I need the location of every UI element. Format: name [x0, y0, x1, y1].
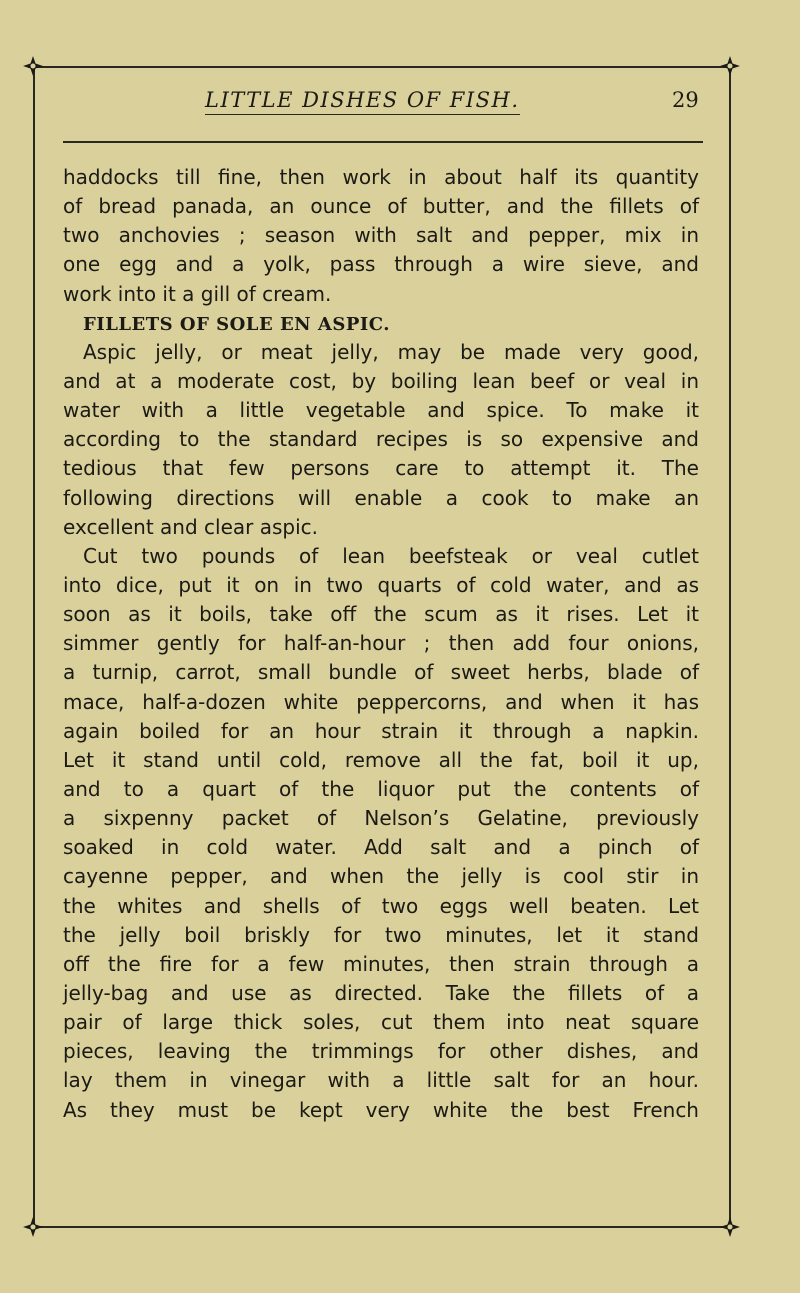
text-line: the whites and shells of two eggs well beaten. Let: [63, 893, 699, 918]
text-line: and to a quart of the liquor put the contents of: [63, 776, 699, 801]
text-line: again boiled for an hour strain it through a napkin.: [63, 718, 699, 743]
text-line: lay them in vinegar with a little salt for an hour.: [63, 1068, 699, 1093]
text-line: As they must be kept very white the best French: [63, 1097, 699, 1122]
text-line: soon as it boils, take off the scum as it rises. Let it: [63, 602, 699, 627]
text-line: soaked in cold water. Add salt and a pinch of: [63, 835, 699, 860]
text-line: following directions will enable a cook to make an: [63, 485, 699, 510]
text-line: of bread panada, an ounce of butter, and the fillets of: [63, 194, 699, 219]
cross-ornament-icon: [719, 1216, 741, 1238]
text-line: into dice, put it on in two quarts of cold water, and as: [63, 572, 699, 597]
text-line: a turnip, carrot, small bundle of sweet herbs, blade of: [63, 660, 699, 685]
body-text: [63, 163, 699, 1125]
cross-ornament-icon: [22, 1216, 44, 1238]
text-line: Aspic jelly, or meat jelly, may be made very good,: [83, 339, 699, 364]
text-line: a sixpenny packet of Nelson’s Gelatine, previously: [63, 806, 699, 831]
text-line: the jelly boil briskly for two minutes, let it stand: [63, 922, 699, 947]
text-line: pair of large thick soles, cut them into neat square: [63, 1010, 699, 1035]
left-border-rule: [33, 66, 35, 1227]
text-line: according to the standard recipes is so expensive and: [63, 427, 699, 452]
text-line: Let it stand until cold, remove all the fat, boil it up,: [63, 747, 699, 772]
running-title: LITTLE DISHES OF FISH.: [205, 86, 520, 115]
cross-ornament-icon: [719, 55, 741, 77]
right-border-rule: [729, 66, 731, 1227]
text-line: tedious that few persons care to attempt it. The: [63, 456, 699, 481]
text-line: and at a moderate cost, by boiling lean beef or veal in: [63, 368, 699, 393]
text-line: water with a little vegetable and spice. To make it: [63, 398, 699, 423]
section-heading: FILLETS OF SOLE EN ASPIC.: [83, 313, 391, 335]
text-line: work into it a gill of cream.: [63, 281, 332, 306]
bottom-border-rule: [28, 1226, 734, 1228]
text-line: pieces, leaving the trimmings for other dishes, and: [63, 1039, 699, 1064]
page-number: 29: [672, 88, 699, 112]
text-line: Cut two pounds of lean beefsteak or veal cutlet: [83, 543, 699, 568]
text-line: mace, half-a-dozen white peppercorns, and when it has: [63, 689, 699, 714]
text-line: one egg and a yolk, pass through a wire sieve, and: [63, 252, 699, 277]
text-line: excellent and clear aspic.: [63, 514, 318, 539]
text-line: two anchovies ; season with salt and pepper, mix in: [63, 223, 699, 248]
text-line: jelly-bag and use as directed. Take the fillets of a: [63, 980, 699, 1005]
top-border-rule: [28, 66, 734, 68]
text-line: haddocks till fine, then work in about half its quantity: [63, 165, 699, 189]
text-line: simmer gently for half-an-hour ; then add four onions,: [63, 631, 699, 656]
header-underline-rule: [63, 141, 703, 143]
cross-ornament-icon: [22, 55, 44, 77]
text-line: cayenne pepper, and when the jelly is cool stir in: [63, 864, 699, 889]
text-line: off the fire for a few minutes, then strain through a: [63, 951, 699, 976]
